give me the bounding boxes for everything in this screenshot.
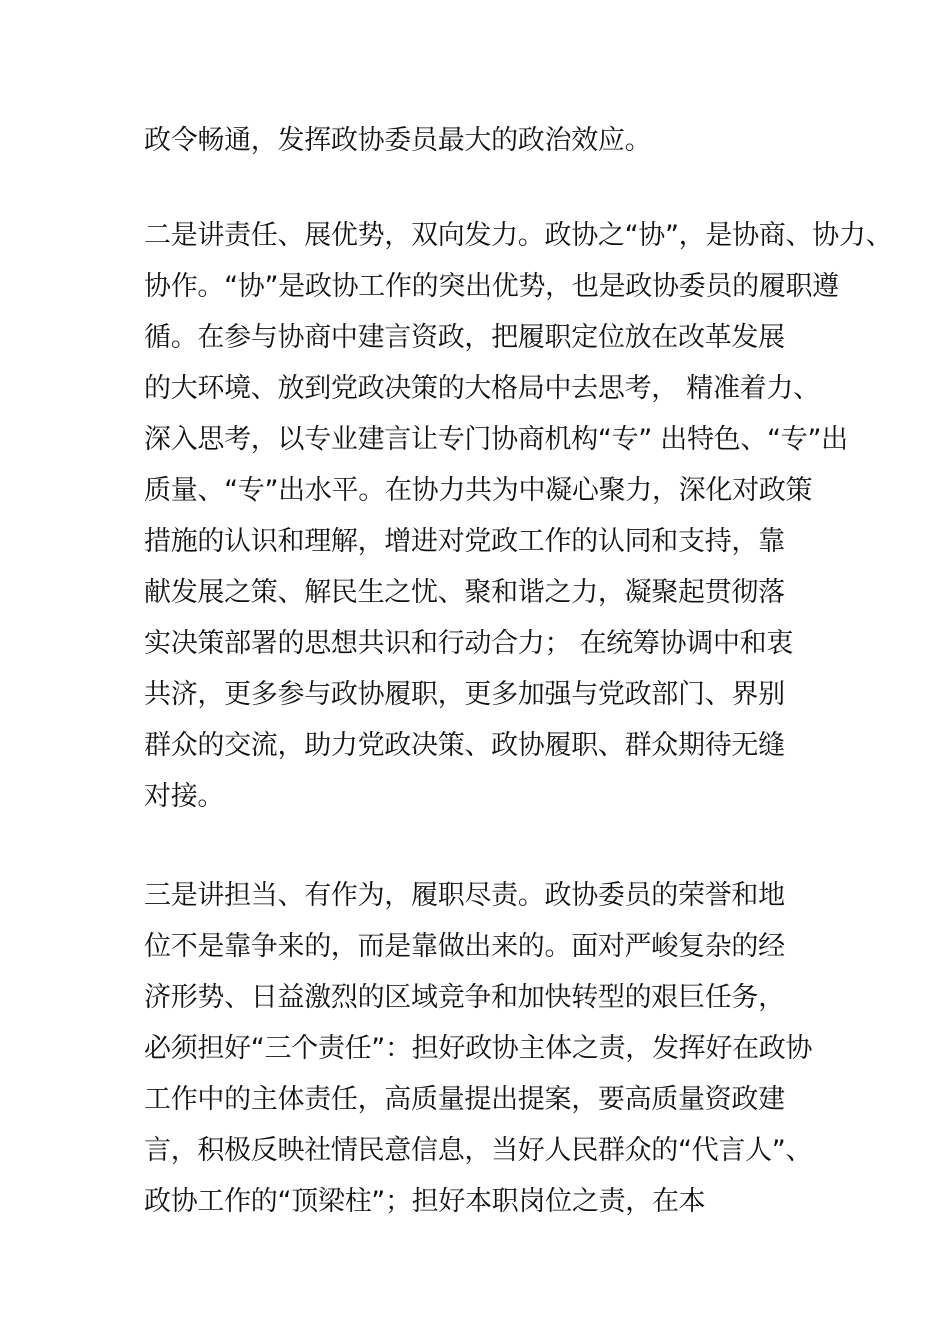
paragraph-line: 位不是靠争来的，而是靠做出来的。面对严峻复杂的经 [144,931,785,962]
paragraph-line: 共济，更多参与政协履职，更多加强与党政部门、界别 [144,679,785,710]
paragraph-line: 群众的交流，助力党政决策、政协履职、群众期待无缝 [144,730,785,761]
paragraph-line: 对接。 [144,781,225,812]
paragraph-line: 济形势、日益激烈的区域竞争和加快转型的艰巨任务， [144,982,785,1013]
paragraph-line: 二是讲责任、展优势，双向发力。政协之“协”，是协商、协力、 [144,220,893,251]
paragraph-line: 实决策部署的思想共识和行动合力； 在统筹协调中和衷 [144,628,794,659]
paragraph-line: 政令畅通，发挥政协委员最大的政治效应。 [144,125,652,156]
paragraph-line: 措施的认识和理解，增进对党政工作的认同和支持，靠 [144,526,785,557]
paragraph-line: 深入思考，以专业建言让专门协商机构“专” 出特色、“专”出 [144,424,848,455]
paragraph-point-two [144,210,936,822]
paragraph-line: 循。在参与协商中建言资政，把履职定位放在改革发展 [144,322,785,353]
paragraph-line: 三是讲担当、有作为，履职尽责。政协委员的荣誉和地 [144,880,785,911]
paragraph-line: 政协工作的“顶梁柱”；担好本职岗位之责，在本 [144,1186,706,1217]
paragraph-line: 言，积极反映社情民意信息，当好人民群众的“代言人”、 [144,1135,813,1166]
paragraph-intro-continuation [144,115,936,166]
paragraph-point-three [144,870,936,1227]
paragraph-line: 协作。“协”是政协工作的突出优势，也是政协委员的履职遵 [144,271,839,302]
paragraph-line: 质量、“专”出水平。在协力共为中凝心聚力，深化对政策 [144,475,813,506]
paragraph-line: 的大环境、放到党政决策的大格局中去思考， 精准着力、 [144,373,820,404]
paragraph-line: 献发展之策、解民生之忧、聚和谐之力，凝聚起贯彻落 [144,577,785,608]
paragraph-line: 工作中的主体责任，高质量提出提案，要高质量资政建 [144,1084,785,1115]
paragraph-line: 必须担好“三个责任”：担好政协主体之责，发挥好在政协 [144,1033,813,1064]
